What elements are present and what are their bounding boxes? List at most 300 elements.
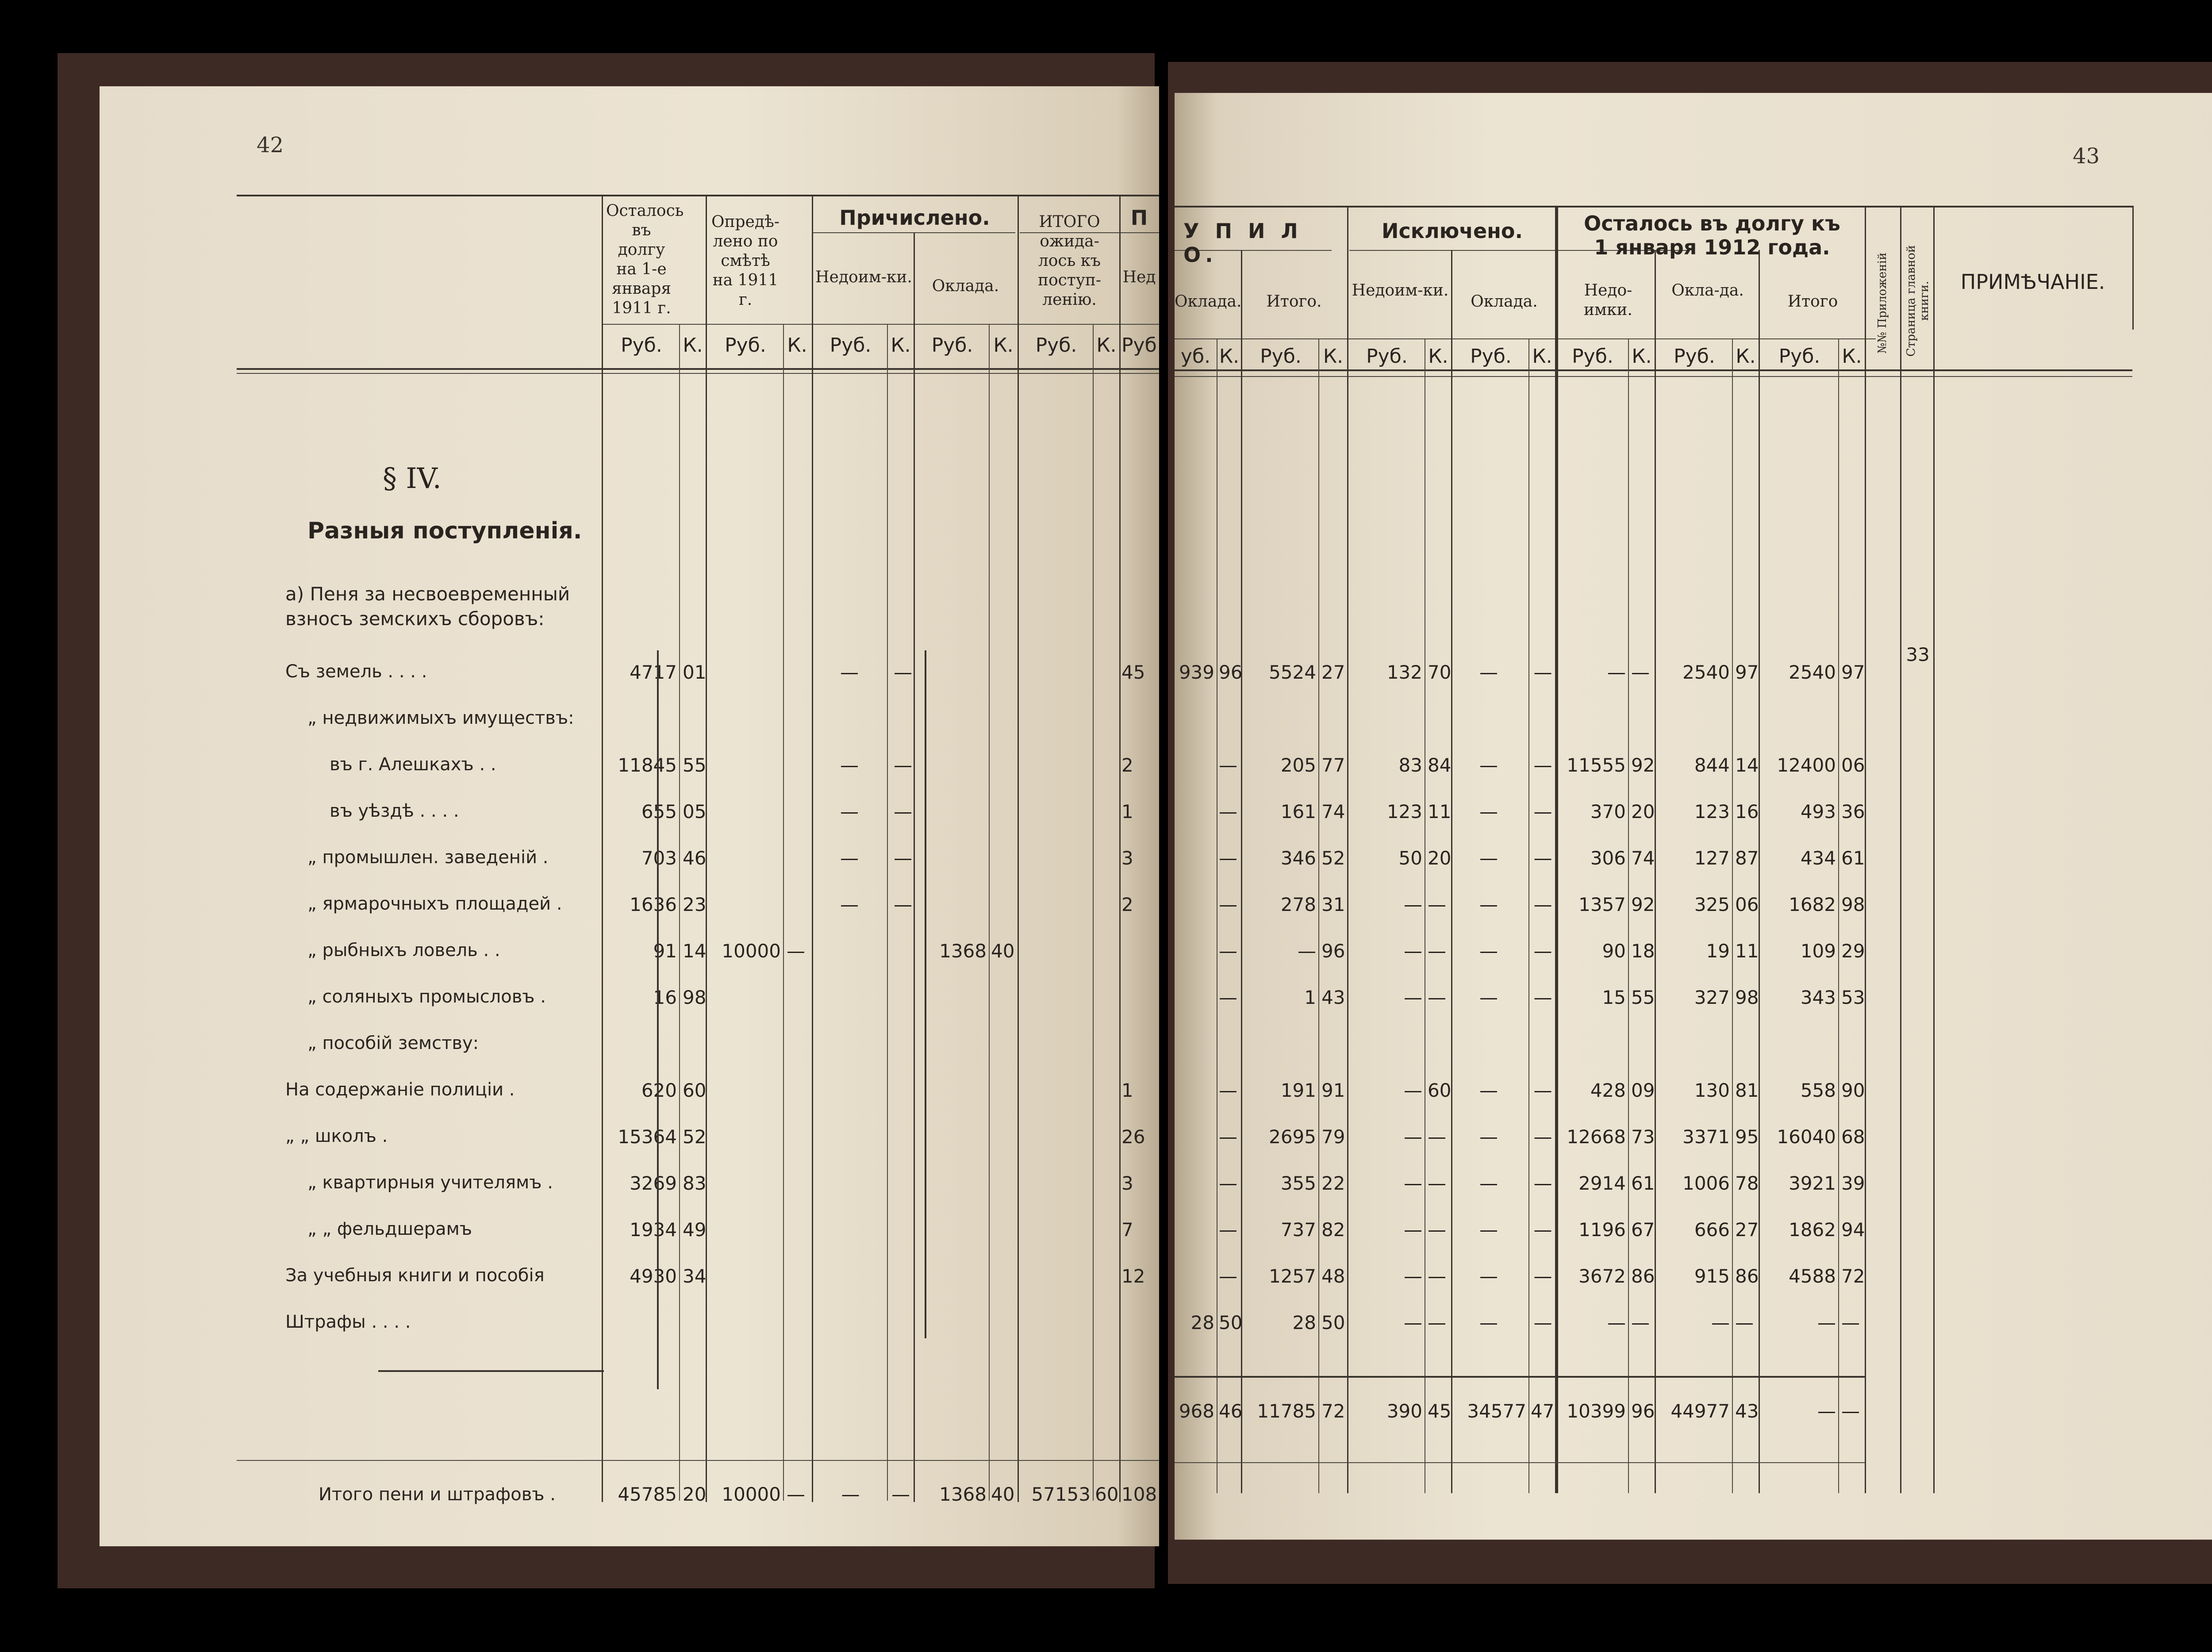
cell-ned-k: — [1631,661,1650,683]
cell-isn-k: — [1428,1172,1446,1194]
cell-ned-k: 09 [1631,1080,1655,1101]
cell-ok-r: 939 [1179,661,1214,683]
rub-label: Руб. [1470,345,1512,368]
row-kop: 14 [683,940,707,962]
intro-text: а) Пеня за несвоевременный взносъ земскихъ сборовъ: [285,583,570,630]
cell-ned-r: 12668 [1567,1126,1626,1148]
rub-label: Руб. [725,334,766,357]
cell-iso-k: — [1533,847,1552,869]
rub-label: Руб. [1260,345,1302,368]
cell-tot-k: 72 [1841,1265,1865,1287]
cell-isn-k: — [1428,894,1446,915]
cell-it-k: 43 [1321,987,1345,1008]
cell-iso-k: — [1533,1265,1552,1287]
cell-okl-k: 16 [1735,801,1759,822]
cell-tot-r: 4588 [1789,1265,1836,1287]
cell-it-r: 355 [1280,1172,1316,1194]
header-ostalos [1559,211,1865,259]
cell-tot-r: 558 [1800,1080,1836,1101]
header-nedoimki: Недоим-ки. [815,268,912,286]
cell-ned-r: 370 [1590,801,1626,822]
cell-ned-k: 73 [1631,1126,1655,1148]
kop-label: К. [1219,345,1240,368]
rub-label: Руб. [1778,345,1820,368]
cell-tot-k: 98 [1841,894,1865,915]
dash: — [894,801,912,822]
kop-label: К. [1632,345,1652,368]
dash: — [894,847,912,869]
total-iso-k: 47 [1531,1400,1555,1422]
cell-iso-k: — [1533,894,1552,915]
rub-label: Руб. [1674,345,1715,368]
row-label: За учебныя книги и пособія [285,1265,545,1286]
cell-okl-k: 87 [1735,847,1759,869]
total-oklada-r: 1368 [939,1483,987,1505]
cell-isn-r: — [1404,894,1422,915]
total-itogo-r: 57153 [1031,1483,1091,1505]
dash: — [787,1483,805,1505]
cell-isn-r: — [1404,1126,1422,1148]
cell-okl-r: 123 [1694,801,1730,822]
cell-ned-r: 3672 [1578,1265,1626,1287]
cell-isn-r: — [1404,1312,1422,1333]
header-oklada-cut: Оклада. [1175,292,1242,311]
header-prichisleno: Причислено. [839,206,990,230]
cell-isn-r: 83 [1398,754,1422,776]
row-rub: 655 [641,801,677,822]
cell-page: 33 [1906,644,1930,665]
cell-ned-r: — [1607,1312,1626,1333]
cell-isn-k: 70 [1428,661,1452,683]
cell-it-r: 346 [1280,847,1316,869]
header-ostalos-line2: 1 января 1912 года. [1594,235,1830,259]
dash: — [787,940,805,962]
cell-ok-k: 96 [1219,661,1243,683]
cell-iso-r: — [1479,1172,1498,1194]
row-label: „ квартирныя учителямъ . [307,1172,553,1193]
section-number: § IV. [383,462,442,495]
row-label: Съ земель . . . . [285,661,427,682]
dash: — [840,754,859,776]
cell-ok-k: — [1219,1265,1237,1287]
cell-iso-k: — [1533,987,1552,1008]
rub-label-cut: Руб [1121,334,1157,357]
cell-okl-r: 127 [1694,847,1730,869]
rub-label: Руб. [621,334,662,357]
cell-iso-r: — [1479,1126,1498,1148]
header-itogo-ozhid: ИТОГО ожида-лось къ поступ-ленію. [1037,213,1102,309]
total-itogo-k: 60 [1095,1483,1119,1505]
total-okl-r: 44977 [1671,1400,1730,1422]
row-label: „ пособій земству: [307,1033,479,1053]
header-nedoimki2: Недо-имки. [1584,281,1632,319]
cell-isn-k: — [1428,987,1446,1008]
cell-it-r: 5524 [1269,661,1316,683]
cell-tot-k: 68 [1841,1126,1865,1148]
cell-it-r: 28 [1292,1312,1316,1333]
total-label: Итого пени и штрафовъ . [319,1484,556,1505]
cell-it-k: 96 [1321,940,1345,962]
cell-ned-k: 20 [1631,801,1655,822]
cell-ned-r: — [1607,661,1626,683]
dash: — [894,754,912,776]
cell-ok-k: — [1219,1172,1237,1194]
total-ostalos-r: 45785 [618,1483,677,1505]
cell-isn-r: — [1404,1172,1422,1194]
cell-tot-k: — [1841,1312,1860,1333]
cell-tot-k: 36 [1841,801,1865,822]
cell-okl-r: — [1711,1312,1730,1333]
cell-it-k: 77 [1321,754,1345,776]
cell-ok-k: — [1219,1126,1237,1148]
cell-ok-k: — [1219,1080,1237,1101]
row-edge: 26 [1121,1126,1145,1148]
cell-it-k: 74 [1321,801,1345,822]
cell-isn-k: — [1428,1126,1446,1148]
kop-label: К. [993,334,1014,357]
cell-ok-k: — [1219,754,1237,776]
kop-label: К. [891,334,911,357]
cell-ned-k: 67 [1631,1219,1655,1241]
row-edge: 3 [1121,847,1133,869]
cell-okl-r: 666 [1694,1219,1730,1241]
cell-iso-r: — [1479,894,1498,915]
cell-it-r: 278 [1280,894,1316,915]
kop-label: К. [1323,345,1344,368]
total-tot-k: — [1841,1400,1860,1422]
row-kop: 60 [683,1080,707,1101]
kop-label: К. [683,334,703,357]
header-oklada: Оклада. [932,277,999,295]
cell-it-k: 48 [1321,1265,1345,1287]
header-postupilo-cut: П [1130,206,1148,230]
cell-ned-k: 61 [1631,1172,1655,1194]
cell-okl-r: 3371 [1682,1126,1730,1148]
cell-tot-k: 53 [1841,987,1865,1008]
cell-ok-k: — [1219,1219,1237,1241]
total-oklada-k: 40 [991,1483,1015,1505]
dash: — [840,661,859,683]
cell-iso-k: — [1533,940,1552,962]
total-it-r: 11785 [1257,1400,1316,1422]
cell-tot-r: 12400 [1777,754,1836,776]
cell-it-r: — [1298,940,1316,962]
total-isn-r: 390 [1386,1400,1422,1422]
cell-ned-k: 18 [1631,940,1655,962]
row-edge: 12 [1121,1265,1145,1287]
cell-tot-k: 90 [1841,1080,1865,1101]
cell-isn-r: 50 [1398,847,1422,869]
cell-iso-r: — [1479,940,1498,962]
cell-okl-k: 11 [1735,940,1759,962]
cell-ned-r: 1196 [1578,1219,1626,1241]
cell-isn-k: — [1428,1265,1446,1287]
cell-tot-k: 94 [1841,1219,1865,1241]
cell-tot-r: 493 [1800,801,1836,822]
cell-iso-k: — [1533,1219,1552,1241]
cell-iso-r: — [1479,1219,1498,1241]
cell-ok-k: 50 [1219,1312,1243,1333]
dash: — [840,801,859,822]
row-edge: 2 [1121,754,1133,776]
cell-ok-k: — [1219,940,1237,962]
cell-okl-r: 130 [1694,1080,1730,1101]
row-kop: 49 [683,1219,707,1241]
cell-it-k: 52 [1321,847,1345,869]
rub-label: Руб. [1572,345,1613,368]
row-kop: 55 [683,754,707,776]
cell-it-r: 1 [1304,987,1316,1008]
cell-it-k: 50 [1321,1312,1345,1333]
kop-label: К. [787,334,807,357]
cell-tot-k: 29 [1841,940,1865,962]
cell-it-r: 737 [1280,1219,1316,1241]
row-kop: 05 [683,801,707,822]
cell-ned-k: 86 [1631,1265,1655,1287]
header-oklada: Оклада. [1471,292,1538,311]
row-rub: 703 [641,847,677,869]
cell-iso-r: — [1479,801,1498,822]
kop-label: К. [1532,345,1552,368]
cell-tot-r: 1862 [1789,1219,1836,1241]
kop-label: К. [1096,334,1117,357]
cell-iso-r: — [1479,754,1498,776]
cell-okl-k: 14 [1735,754,1759,776]
total-tot-r: — [1817,1400,1836,1422]
header-stranica: Страница главной книги. [1905,245,1931,357]
total-nedoim-k: — [891,1483,910,1505]
bracket [925,650,926,1338]
header-itogo: Итого. [1266,292,1322,311]
total-edge: 108 [1121,1483,1157,1505]
cell-okl-k: 98 [1735,987,1759,1008]
dash: — [840,894,859,915]
rub-label: Руб. [1366,345,1408,368]
cell-isn-r: — [1404,1265,1422,1287]
cell-tot-k: 39 [1841,1172,1865,1194]
cell-it-k: 22 [1321,1172,1345,1194]
header-itogo2: Итого [1787,292,1838,311]
cell-isn-r: 123 [1386,801,1422,822]
right-page [1175,93,2212,1540]
cell-okl-r: 327 [1694,987,1730,1008]
section-title: Разныя поступленія. [307,518,582,544]
cell-tot-k: 97 [1841,661,1865,683]
row-kop: 34 [683,1265,707,1287]
dash: — [894,661,912,683]
bracket [657,650,659,1389]
cell-iso-r: — [1479,1080,1498,1101]
row-rub: 1934 [630,1219,677,1241]
cell-tot-k: 06 [1841,754,1865,776]
cell-ned-k: 74 [1631,847,1655,869]
cell-okl-r: 325 [1694,894,1730,915]
row-kop: 98 [683,987,707,1008]
left-page [100,86,1159,1546]
row-label: „ ярмарочныхъ площадей . [307,894,562,914]
cell-ok-k: — [1219,987,1237,1008]
row-label: „ „ фельдшерамъ [307,1219,472,1239]
cell-isn-k: 84 [1428,754,1452,776]
cell-ok-k: — [1219,801,1237,822]
header-primechanie: ПРИМѢЧАНІЕ. [1960,270,2105,294]
cell-iso-k: — [1533,1080,1552,1101]
cell-tot-r: 2540 [1789,661,1836,683]
total-ok-r: 968 [1179,1400,1214,1422]
cell-okl-k: 27 [1735,1219,1759,1241]
cell-ned-r: 11555 [1567,754,1626,776]
cell-isn-r: — [1404,987,1422,1008]
rub-label-cut: уб. [1180,345,1211,368]
row-kop: 23 [683,894,707,915]
cell-ned-r: 306 [1590,847,1626,869]
cell-ned-k: 92 [1631,754,1655,776]
row-rub: 4930 [630,1265,677,1287]
cell-okl-k: 95 [1735,1126,1759,1148]
cell-isn-r: 132 [1386,661,1422,683]
cell-isn-k: 11 [1428,801,1452,822]
row-edge: 45 [1121,661,1145,683]
header-prilozheniy: №№ Приложеній [1876,252,1889,354]
total-ok-k: 46 [1219,1400,1243,1422]
cell-okl-r: 1006 [1682,1172,1730,1194]
row-kop: 52 [683,1126,707,1148]
row-label: Штрафы . . . . [285,1312,411,1332]
row-edge: 1 [1121,801,1133,822]
cell-iso-k: — [1533,1312,1552,1333]
row-label: „ „ школъ . [285,1126,388,1146]
cell-okl-r: 2540 [1682,661,1730,683]
total-okl-k: 43 [1735,1400,1759,1422]
row-rub: 4717 [630,661,677,683]
rub-label: Руб. [931,334,973,357]
header-postupilo: У П И Л О. [1183,219,1302,267]
cell-tot-k: 61 [1841,847,1865,869]
page-number: 43 [2073,144,2100,169]
cell-iso-k: — [1533,661,1552,683]
total-isn-k: 45 [1428,1400,1452,1422]
row-rub: 16 [653,987,677,1008]
row-edge: 2 [1121,894,1133,915]
cell-ned-k: 55 [1631,987,1655,1008]
cell-iso-r: — [1479,847,1498,869]
dash: — [894,894,912,915]
cell-tot-r: 109 [1800,940,1836,962]
cell-okl-k: 81 [1735,1080,1759,1101]
cell-okl-k: 97 [1735,661,1759,683]
row-kop: 83 [683,1172,707,1194]
cell-it-r: 1257 [1269,1265,1316,1287]
total-iso-r: 34577 [1467,1400,1526,1422]
header-ned-cut: Нед [1122,268,1156,286]
row-label: „ недвижимыхъ имуществъ: [307,708,574,728]
cell-it-k: 91 [1321,1080,1345,1101]
cell-iso-k: — [1533,801,1552,822]
cell-ok-k: — [1219,847,1237,869]
cell-isn-k: 20 [1428,847,1452,869]
total-ostalos-k: 20 [683,1483,707,1505]
row-kop: 01 [683,661,707,683]
row-rub: 15364 [618,1126,677,1148]
cell-isn-r: — [1404,1219,1422,1241]
cell-it-r: 205 [1280,754,1316,776]
row-label: въ уѣздѣ . . . . [330,801,459,821]
cell-tot-r: 343 [1800,987,1836,1008]
header-oklada2: Окла-да. [1671,281,1744,300]
header-nedoimki: Недоим-ки. [1352,281,1449,300]
page-number: 42 [257,133,284,158]
row-edge: 1 [1121,1080,1133,1101]
cell-okl-r: 844 [1694,754,1730,776]
cell-iso-k: — [1533,754,1552,776]
cell-tot-r: 434 [1800,847,1836,869]
row-rub: 11845 [618,754,677,776]
cell-it-k: 31 [1321,894,1345,915]
header-ostalos: Осталось въ долгу на 1-е января 1911 г. [606,202,684,317]
cell-iso-r: — [1479,1312,1498,1333]
cell-okl-k: 86 [1735,1265,1759,1287]
row-label: „ промышлен. заведеній . [307,847,549,868]
cell-isn-r: — [1404,1080,1422,1101]
cell-tot-r: 16040 [1777,1126,1836,1148]
cell-it-r: 2695 [1269,1126,1316,1148]
cell-iso-k: — [1533,1126,1552,1148]
row-label: въ г. Алешкахъ . . [330,754,496,775]
cell-it-k: 79 [1321,1126,1345,1148]
total-opred: 10000 [722,1483,781,1505]
cell-iso-k: — [1533,1172,1552,1194]
cell-tot-r: 1682 [1789,894,1836,915]
rub-label: Руб. [1035,334,1077,357]
kop-label: К. [1428,345,1448,368]
row-rub: 1636 [630,894,677,915]
total-ned-r: 10399 [1567,1400,1626,1422]
cell-ned-r: 15 [1602,987,1626,1008]
cell-isn-k: — [1428,940,1446,962]
cell-okl-k: 06 [1735,894,1759,915]
cell-tot-r: — [1817,1312,1836,1333]
kop-label: К. [1736,345,1756,368]
cell-isn-k: 60 [1428,1080,1452,1101]
opredeleno-value: 10000 [722,940,781,962]
cell-ned-r: 90 [1602,940,1626,962]
dash: — [840,847,859,869]
cell-iso-r: — [1479,1265,1498,1287]
cell-tot-r: 3921 [1789,1172,1836,1194]
row-rub: 3269 [630,1172,677,1194]
cell-okl-k: — [1735,1312,1754,1333]
header-isklyucheno: Исключено. [1381,219,1523,243]
row-rub: 91 [653,940,677,962]
cell-ned-r: 428 [1590,1080,1626,1101]
kop-label: К. [1842,345,1862,368]
cell-ned-k: 92 [1631,894,1655,915]
total-nedoim-r: — [841,1483,860,1505]
total-ned-k: 96 [1631,1400,1655,1422]
cell-iso-r: — [1479,661,1498,683]
cell-it-r: 161 [1280,801,1316,822]
cell-isn-r: — [1404,940,1422,962]
row-edge: 7 [1121,1219,1133,1241]
total-it-k: 72 [1321,1400,1345,1422]
header-ostalos-line1: Осталось въ долгу къ [1584,211,1840,235]
row-label: „ рыбныхъ ловель . . [307,940,500,960]
cell-iso-r: — [1479,987,1498,1008]
rub-label: Руб. [830,334,872,357]
row-kop: 46 [683,847,707,869]
row-edge: 3 [1121,1172,1133,1194]
cell-okl-r: 915 [1694,1265,1730,1287]
